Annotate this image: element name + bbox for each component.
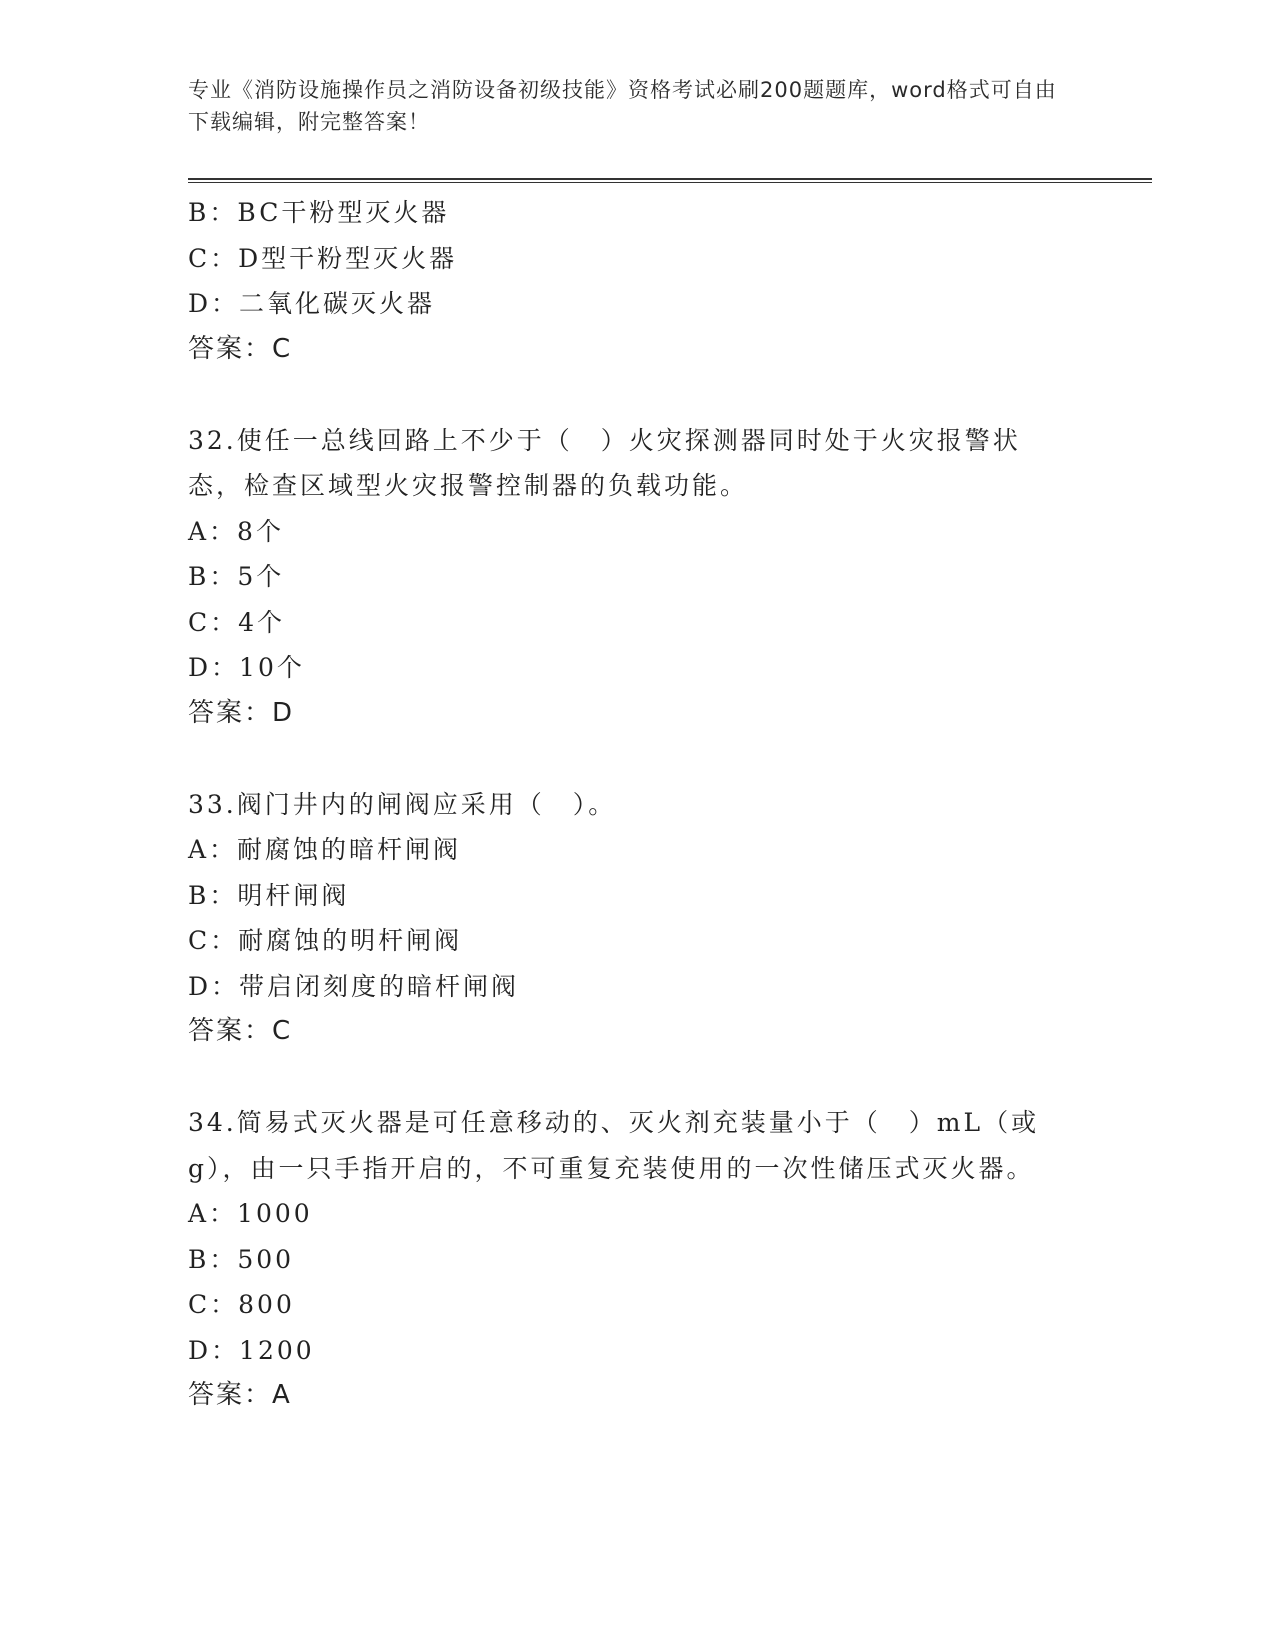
question-33 <box>188 782 1088 1055</box>
document-header: 专业《消防设施操作员之消防设备初级技能》资格考试必刷200题题库，word格式可自由下载编辑，附完整答案！ <box>188 78 1057 134</box>
answer: 答案：C <box>188 333 293 364</box>
question-stem: 32.使任一总线回路上不少于（ ）火灾探测器同时处于火灾报警状态，检查区域型火灾报警控制器的负载功能。 <box>188 425 1021 500</box>
answer: 答案：C <box>188 1016 293 1046</box>
header-divider-thin <box>188 182 1152 183</box>
option-a: A：1000 <box>188 1199 313 1228</box>
option-a: A：8个 <box>188 516 284 546</box>
option-b: B：500 <box>188 1244 295 1274</box>
option-c: C：4个 <box>188 607 286 637</box>
option-d: D：带启闭刻度的暗杆闸阀 <box>188 971 520 1001</box>
continued-question <box>188 190 1088 372</box>
answer: 答案：A <box>188 1380 292 1410</box>
option-c: C：耐腐蚀的明杆闸阀 <box>188 926 463 955</box>
question-stem: 34.简易式灭火器是可任意移动的、灭火剂充装量小于（ ）mL（或g），由一只手指开启的，不可重复充装使用的一次性储压式灭火器。 <box>188 1108 1040 1183</box>
option-b: B：BC干粉型灭火器 <box>188 198 450 227</box>
option-b: B：5个 <box>188 562 285 591</box>
option-b: B：明杆闸阀 <box>188 880 350 910</box>
header-divider <box>188 178 1152 180</box>
answer: 答案：D <box>188 697 295 728</box>
question-stem: 33.阀门井内的闸阀应采用（ ）。 <box>188 789 617 819</box>
option-c: C：800 <box>188 1290 295 1319</box>
question-34 <box>188 1100 1088 1419</box>
question-32 <box>188 418 1088 737</box>
option-d: D：10个 <box>188 653 305 682</box>
option-a: A：耐腐蚀的暗杆闸阀 <box>188 835 462 864</box>
question-list <box>188 190 1088 1419</box>
option-d: D：二氧化碳灭火器 <box>188 289 436 318</box>
option-c: C：D型干粉型灭火器 <box>188 243 458 273</box>
option-d: D：1200 <box>188 1335 315 1365</box>
